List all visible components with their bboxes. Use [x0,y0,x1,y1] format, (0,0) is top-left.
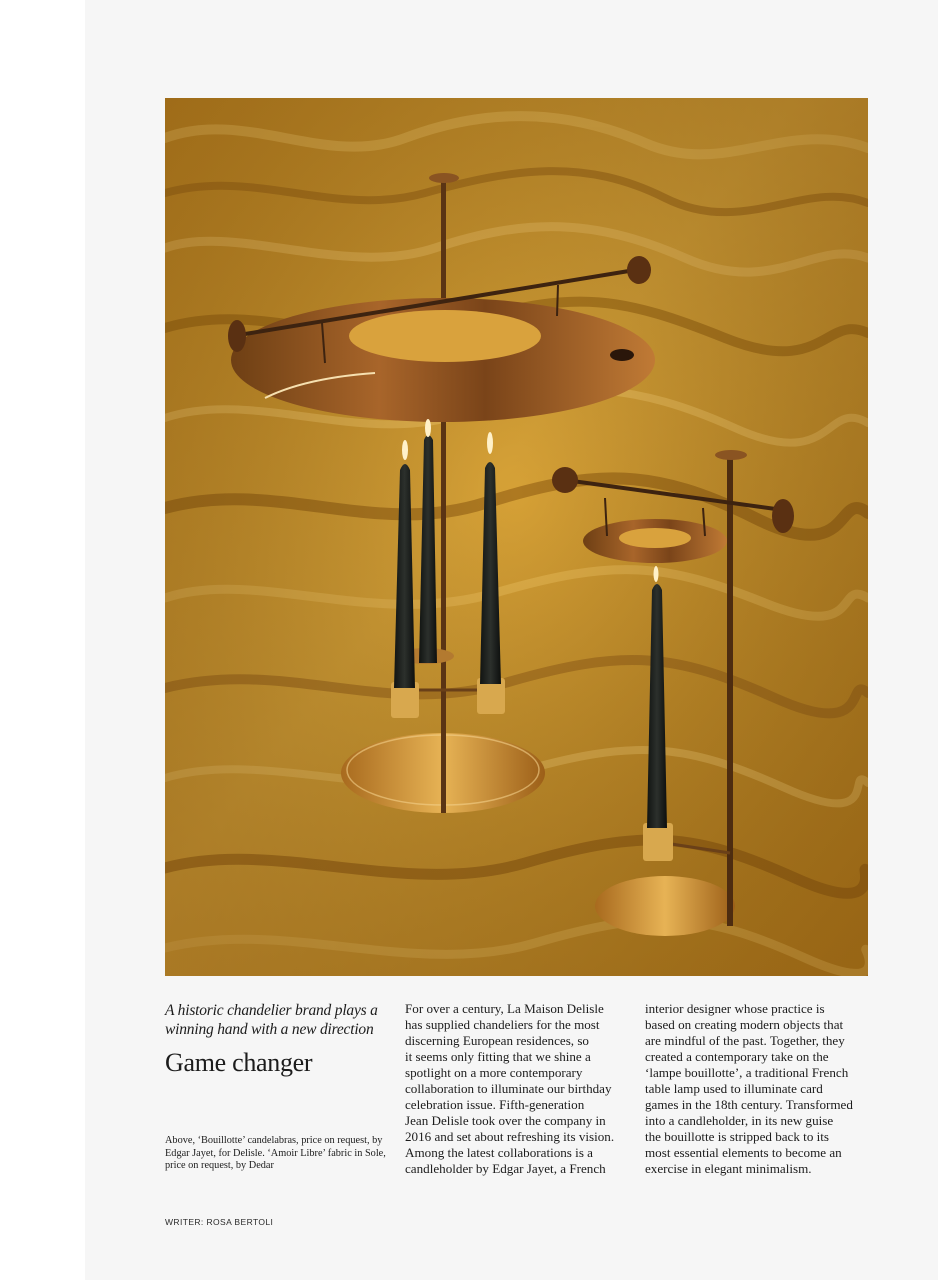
candelabra-photo [165,98,868,976]
intro-column [165,1001,383,1078]
photo-caption: Above, ‘Bouillotte’ candelabras, price on request, by Edgar Jayet, for Delisle. ‘Amoir Libre’ fabric in Sole, price on request, by Dedar [165,1135,386,1172]
body-column-1 [405,1001,623,1177]
article-deck: A historic chandelier brand plays a winning hand with a new direction [165,1002,378,1038]
body-column-2 [645,1001,863,1177]
body-text-2: interior designer whose practice is based on creating modern objects that are mindful of the past. Together, they created a contemporary take on the ‘lampe bouillotte’, a traditional French table lamp used to illuminate card games in the 18th century. Transformed into a candleholder, in its new guise the bouillotte is stripped back to its most essential elements to become an exercise in elegant minimalism. [645,1001,853,1176]
body-text-1: For over a century, La Maison Delisle has supplied chandeliers for the most discerning European residences, so it seems only fitting that we shine a spotlight on a more contemporary collaboration to illuminate our birthday celebration issue. Fifth-generation Jean Delisle took over the company in 2016 and set about refreshing its vision. Among the latest collaborations is a candleholder by Edgar Jayet, a French [405,1001,615,1176]
article-headline: Game changer [165,1048,313,1077]
writer-credit: WRITER: ROSA BERTOLI [165,1217,274,1227]
